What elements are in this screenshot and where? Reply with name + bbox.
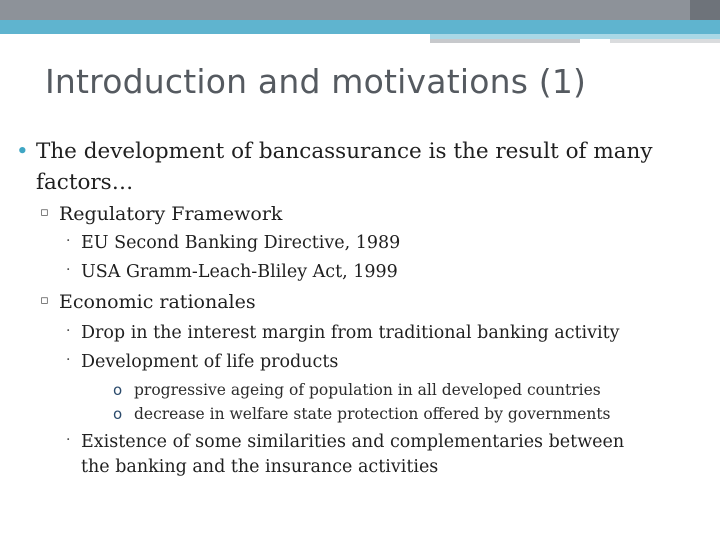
dot-bullet-icon: · <box>66 262 71 278</box>
bullet-dot-icon: • <box>16 139 29 164</box>
slide-title: Introduction and motivations (1) <box>45 62 587 101</box>
list-item-text: EU Second Banking Directive, 1989 <box>81 233 401 253</box>
header-bar-gray-thin <box>430 39 580 43</box>
list-item-text-cont: the banking and the insurance activities <box>81 457 439 477</box>
square-bullet-icon: ▫ <box>40 205 49 220</box>
list-item-text: Drop in the interest margin from traditional banking activity <box>81 323 620 343</box>
sub-list-item-text: decrease in welfare state protection offered by governments <box>134 405 611 423</box>
header-bar-gray <box>0 0 720 20</box>
sub-list-item-text: progressive ageing of population in all developed countries <box>134 381 601 399</box>
dot-bullet-icon: · <box>66 352 71 368</box>
list-item-text: USA Gramm-Leach-Bliley Act, 1999 <box>81 262 398 282</box>
dot-bullet-icon: · <box>66 233 71 249</box>
sub-bullet-label: Regulatory Framework <box>59 203 283 225</box>
circle-bullet-icon: o <box>113 381 123 399</box>
header-bar-dark-right <box>690 0 720 20</box>
circle-bullet-icon: o <box>113 405 123 423</box>
main-bullet-text: The development of bancassurance is the result of many <box>36 139 653 164</box>
list-item-text: Existence of some similarities and complementaries between <box>81 432 625 452</box>
main-bullet-text-cont: factors… <box>36 170 134 195</box>
dot-bullet-icon: · <box>66 432 71 448</box>
header-bar-teal <box>0 20 720 34</box>
list-item-text: Development of life products <box>81 352 339 372</box>
square-bullet-icon: ▫ <box>40 293 49 308</box>
dot-bullet-icon: · <box>66 323 71 339</box>
sub-bullet-label: Economic rationales <box>59 291 256 313</box>
header-bar-gray-right <box>610 39 720 43</box>
